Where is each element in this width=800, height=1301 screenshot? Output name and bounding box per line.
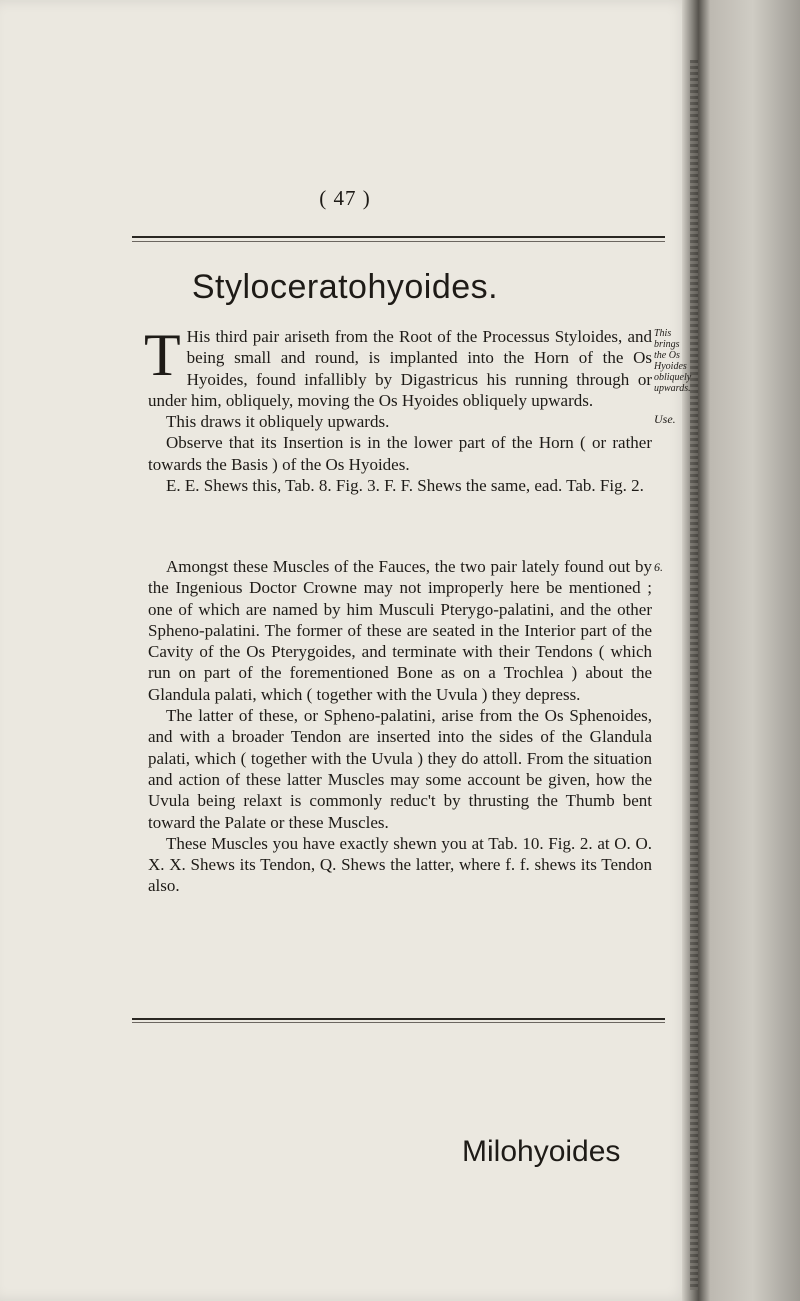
footer-rule-thin [132,1022,665,1023]
paragraph-block-2 [148,556,652,897]
margin-note-use: Use. [654,412,676,426]
header-rule [132,236,665,238]
header-rule-thin [132,241,665,242]
figure-paragraph: These Muscles you have exactly shewn you at Tab. 10. Fig. 2. at O. O. X. X. Shews its Tendon, Q. Shews the latter, where f. f. shews its Tendon also. [148,833,652,896]
spheno-palatini-paragraph: The latter of these, or Spheno-palatini, arise from the Os Sphenoides, and with a broader Tendon are inserted into the sides of the Glandula palati, which ( together with the Uvula ) they do attoll. From the situation and action of these latter Muscles may some account be given, how the Uvula being relaxt is commonly reduc't by thrusting the Thumb bent toward the Palate or these Muscles. [148,706,652,832]
catchword: Milohyoides [462,1135,621,1168]
figure-reference: E. E. Shews this, Tab. 8. Fig. 3. F. F. Shews the same, ead. Tab. Fig. 2. [166,476,644,496]
section-title: Styloceratohyoides. [191,268,499,306]
fauces-paragraph: Amongst these Muscles of the Fauces, the two pair lately found out by the Ingenious Doctor Crowne may not improperly here be mentioned ; one of which are named by him Musculi Pterygo-palatini, and the other Spheno-palatini. The former of these are seated in the Interior part of the Cavity of the Os Pterygoides, and terminate with their Tendons ( which run on part of the forementioned Bone as on a Trochlea ) about the Glandula palati, which ( together with the Uvula ) they depress. [148,557,652,704]
page-number: ( 47 ) [319,186,371,210]
first-paragraph-text: His third pair ariseth from the Root of the Processus Styloides, and being small and round, is implanted into the Horn of the Os Hyoides, found infallibly by Digastricus his running through or under him, obliquely, moving the Os Hyoides obliquely upwards. [148,327,652,410]
insertion-note: Observe that its Insertion is in the lower part of the Horn ( or rather towards the Basis ) of the Os Hyoides. [148,433,652,474]
use-line: This draws it obliquely upwards. [166,412,390,432]
footer-rule [132,1018,665,1020]
page-edges [690,60,698,1290]
drop-cap: T [144,322,181,388]
first-paragraph [144,322,652,411]
margin-note-brings: This brings the Os Hyoides obliquely upwards. [654,328,692,394]
paragraph-block-1 [144,322,652,496]
margin-note-six: 6. [654,560,663,574]
book-spine [682,0,800,1301]
